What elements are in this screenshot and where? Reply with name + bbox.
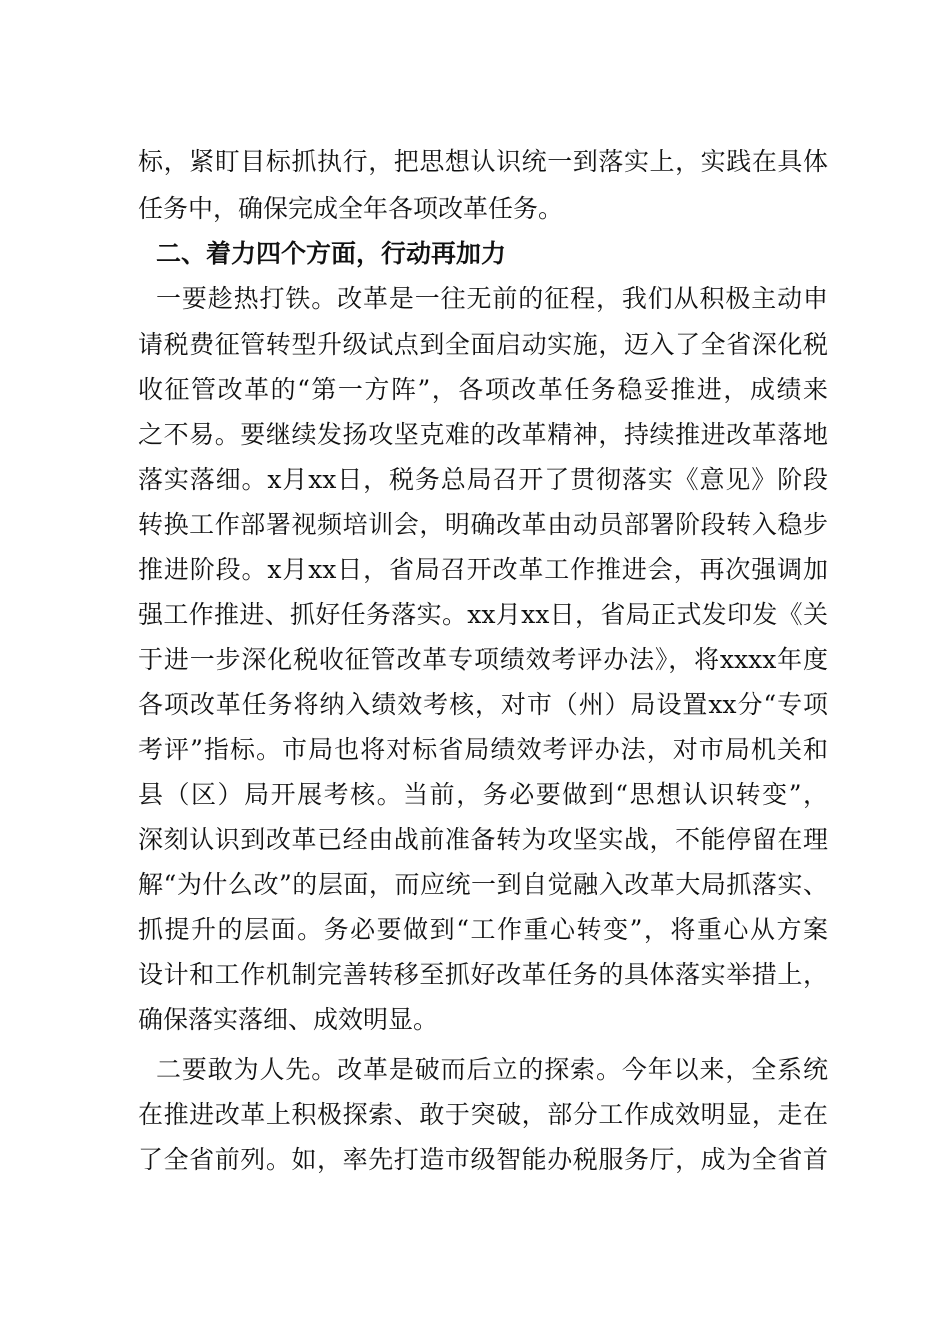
paragraph-1-line: 落实落细。x月xx日，税务总局召开了贯彻落实《意见》阶段	[138, 465, 828, 494]
paragraph-1-line: 转换工作部署视频培训会，明确改革由动员部署阶段转入稳步	[138, 510, 828, 539]
paragraph-1-line: 请税费征管转型升级试点到全面启动实施，迈入了全省深化税	[138, 330, 828, 359]
paragraph-1-line: 之不易。要继续发扬攻坚克难的改革精神，持续推进改革落地	[138, 420, 828, 449]
paragraph-2-line: 二要敢为人先。改革是破而后立的探索。今年以来，全系统	[156, 1055, 828, 1084]
paragraph-1-line: 各项改革任务将纳入绩效考核，对市（州）局设置xx分“专项	[138, 690, 828, 719]
intro-line-1: 标，紧盯目标抓执行，把思想认识统一到落实上，实践在具体	[138, 147, 828, 176]
section-heading: 二、着力四个方面，行动再加力	[156, 239, 507, 268]
paragraph-1-line: 强工作推进、抓好任务落实。xx月xx日，省局正式发印发《关	[138, 600, 828, 629]
paragraph-1-line: 一要趁热打铁。改革是一往无前的征程，我们从积极主动申	[156, 284, 828, 313]
paragraph-2-line: 了全省前列。如，率先打造市级智能办税服务厅，成为全省首	[138, 1145, 828, 1174]
paragraph-1-line: 解“为什么改”的层面，而应统一到自觉融入改革大局抓落实、	[138, 870, 828, 899]
paragraph-1-line: 抓提升的层面。务必要做到“工作重心转变”，将重心从方案	[138, 915, 828, 944]
intro-line-2: 任务中，确保完成全年各项改革任务。	[138, 194, 564, 223]
paragraph-1-line: 设计和工作机制完善转移至抓好改革任务的具体落实举措上，	[138, 960, 828, 989]
paragraph-2-line: 在推进改革上积极探索、敢于突破，部分工作成效明显，走在	[138, 1100, 828, 1129]
paragraph-1-line: 深刻认识到改革已经由战前准备转为攻坚实战，不能停留在理	[138, 825, 828, 854]
paragraph-1-line: 考评”指标。市局也将对标省局绩效考评办法，对市局机关和	[138, 735, 828, 764]
paragraph-1-line: 收征管改革的“第一方阵”，各项改革任务稳妥推进，成绩来	[138, 375, 828, 404]
paragraph-1-line: 推进阶段。x月xx日，省局召开改革工作推进会，再次强调加	[138, 555, 828, 584]
paragraph-1-line: 县（区）局开展考核。当前，务必要做到“思想认识转变”，	[138, 780, 828, 809]
paragraph-1-line: 于进一步深化税收征管改革专项绩效考评办法》，将xxxx年度	[138, 645, 828, 674]
paragraph-1-line: 确保落实落细、成效明显。	[138, 1005, 439, 1034]
